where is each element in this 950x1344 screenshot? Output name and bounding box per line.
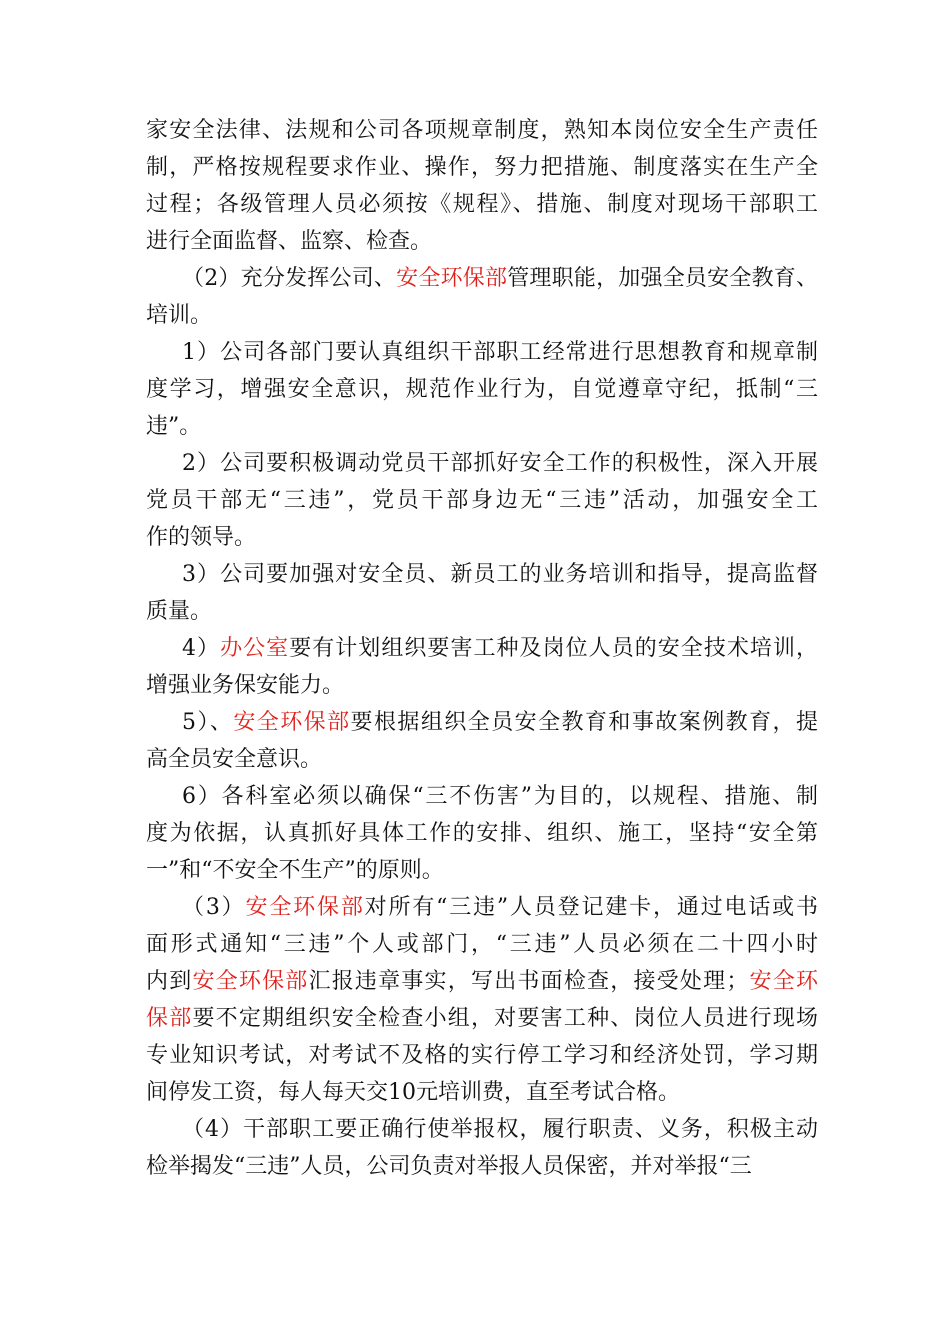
text-run: （3）: [182, 895, 246, 920]
text-run: 质量。: [146, 599, 213, 624]
text-run: 内到: [146, 969, 193, 994]
text-run: 高全员安全意识。: [146, 747, 323, 772]
text-line: [146, 630, 818, 667]
text-run: 对所有“三违”人员登记建卡，通过电话或书: [364, 895, 818, 920]
text-run: 6）各科室必须以确保“三不伤害”为目的，以规程、措施、制: [182, 784, 818, 809]
text-run: 5）、: [182, 710, 234, 735]
text-run: 检举揭发“三违”人员，公司负责对举报人员保密，并对举报“三: [146, 1154, 752, 1179]
text-run: 1）公司各部门要认真组织干部职工经常进行思想教育和规章制: [182, 340, 818, 365]
text-run: （4）干部职工要正确行使举报权，履行职责、义务，积极主动: [182, 1117, 818, 1142]
text-line: [146, 371, 818, 408]
text-run: 党员干部无“三违”，党员干部身边无“三违”活动，加强安全工: [146, 488, 818, 513]
highlighted-department-name: 保部: [146, 1006, 193, 1031]
paragraph-p10: [146, 1111, 818, 1185]
text-line: [146, 1148, 818, 1185]
text-run: 面形式通知“三违”个人或部门，“三违”人员必须在二十四小时: [146, 932, 818, 957]
text-line: [146, 704, 818, 741]
text-run: 汇报违章事实，写出书面检查，接受处理；: [308, 969, 749, 994]
paragraph-p9: [146, 889, 818, 1111]
highlighted-department-name: 安全环保部: [192, 969, 309, 994]
text-run: 度为依据，认真抓好具体工作的安排、组织、施工，坚持“安全第: [146, 821, 818, 846]
text-run: 作的领导。: [146, 525, 257, 550]
highlighted-department-name: 安全环: [748, 969, 818, 994]
text-run: 制，严格按规程要求作业、操作，努力把措施、制度落实在生产全: [146, 155, 818, 180]
text-line: [146, 519, 818, 556]
text-run: 要不定期组织安全检查小组，对要害工种、岗位人员进行现场: [192, 1006, 818, 1031]
highlighted-department-name: 安全环保部: [245, 895, 365, 920]
highlighted-department-name: 办公室: [220, 636, 290, 661]
text-line: [146, 667, 818, 704]
text-run: 要根据组织全员安全教育和事故案例教育，提: [350, 710, 818, 735]
text-line: [146, 260, 818, 297]
text-line: [146, 778, 818, 815]
text-run: （2）充分发挥公司、: [182, 266, 397, 291]
text-run: 一”和“不安全不生产”的原则。: [146, 858, 444, 883]
text-line: [146, 149, 818, 186]
paragraph-p6: [146, 630, 818, 704]
paragraph-p5: [146, 556, 818, 630]
paragraph-p1: [146, 112, 818, 260]
text-line: [146, 1111, 818, 1148]
text-line: [146, 297, 818, 334]
text-run: 家安全法律、法规和公司各项规章制度，熟知本岗位安全生产责任: [146, 118, 818, 143]
paragraph-p3: [146, 334, 818, 445]
paragraph-p2: [146, 260, 818, 334]
paragraph-p4: [146, 445, 818, 556]
text-line: [146, 852, 818, 889]
text-run: 违”。: [146, 414, 202, 439]
text-line: [146, 445, 818, 482]
text-run: 间停发工资，每人每天交10元培训费，直至考试合格。: [146, 1080, 680, 1105]
text-line: [146, 593, 818, 630]
text-line: [146, 1000, 818, 1037]
text-line: [146, 334, 818, 371]
document-body: [146, 112, 818, 1185]
text-run: 2）公司要积极调动党员干部抓好安全工作的积极性，深入开展: [182, 451, 818, 476]
text-line: [146, 223, 818, 260]
text-run: 度学习，增强安全意识，规范作业行为，自觉遵章守纪，抵制“三: [146, 377, 818, 402]
text-line: [146, 741, 818, 778]
text-line: [146, 926, 818, 963]
text-run: 4）: [182, 636, 221, 661]
text-run: 管理职能，加强全员安全教育、: [507, 266, 818, 291]
text-run: 3）公司要加强对安全员、新员工的业务培训和指导，提高监督: [182, 562, 818, 587]
highlighted-department-name: 安全环保部: [396, 266, 508, 291]
text-run: 进行全面监督、监察、检查。: [146, 229, 433, 254]
text-run: 要有计划组织要害工种及岗位人员的安全技术培训，: [289, 636, 818, 661]
text-line: [146, 482, 818, 519]
highlighted-department-name: 安全环保部: [233, 710, 351, 735]
text-run: 增强业务保安能力。: [146, 673, 345, 698]
text-line: [146, 963, 818, 1000]
paragraph-p8: [146, 778, 818, 889]
paragraph-p7: [146, 704, 818, 778]
text-line: [146, 408, 818, 445]
text-run: 过程；各级管理人员必须按《规程》、措施、制度对现场干部职工: [146, 192, 818, 217]
text-run: 培训。: [146, 303, 213, 328]
text-line: [146, 1074, 818, 1111]
text-line: [146, 815, 818, 852]
text-line: [146, 889, 818, 926]
text-line: [146, 112, 818, 149]
text-line: [146, 186, 818, 223]
text-line: [146, 1037, 818, 1074]
text-run: 专业知识考试，对考试不及格的实行停工学习和经济处罚，学习期: [146, 1043, 818, 1068]
text-line: [146, 556, 818, 593]
